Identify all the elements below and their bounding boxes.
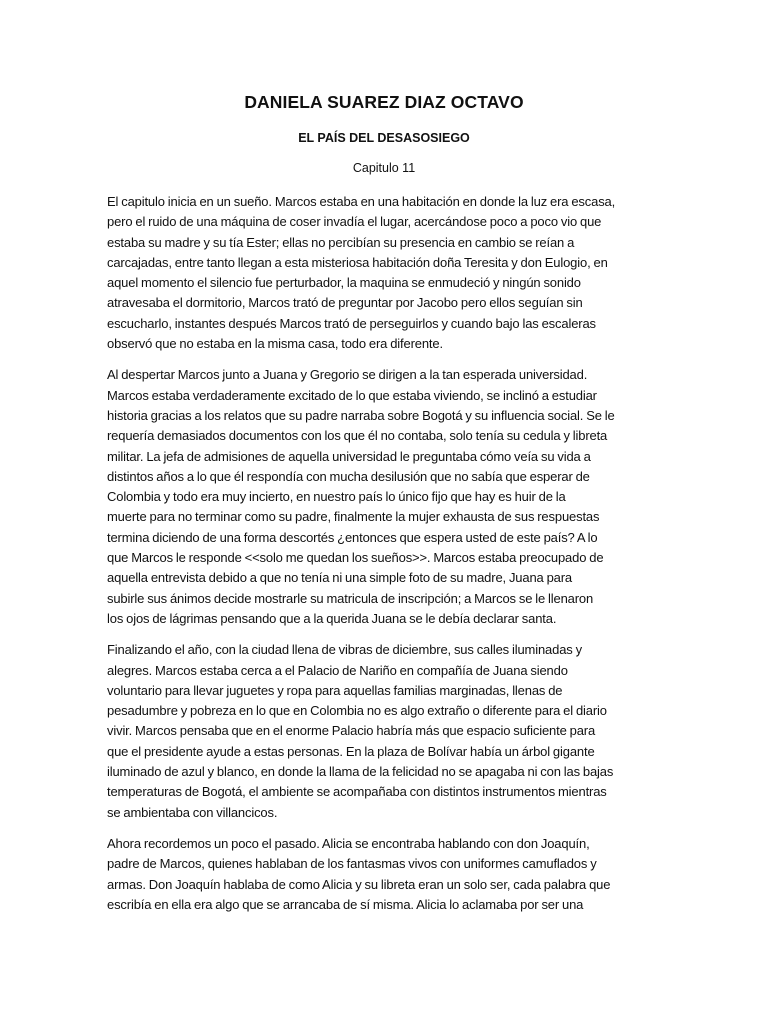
text-line: estaba su madre y su tía Ester; ellas no percibían su presencia en cambio se reían a — [107, 234, 575, 250]
text-line: atravesaba el dormitorio, Marcos trató de preguntar por Jacobo pero ellos seguían sin — [107, 295, 583, 311]
text-line: El capitulo inicia en un sueño. Marcos estaba en una habitación en donde la luz era escasa, — [107, 194, 616, 209]
text-line: Finalizando el año, con la ciudad llena de vibras de diciembre, sus calles iluminadas y — [107, 642, 582, 658]
text-line: aquel momento el silencio fue perturbador, la maquina se enmudeció y ningún sonido — [107, 275, 581, 291]
text-line: Ahora recordemos un poco el pasado. Alicia se encontraba hablando con don Joaquín, — [107, 835, 590, 851]
paragraph — [107, 640, 667, 823]
author-heading: DANIELA SUAREZ DIAZ OCTAVO — [244, 92, 524, 112]
paragraph — [107, 365, 667, 629]
text-line: se ambientaba con villancicos. — [107, 804, 278, 820]
text-line: Al despertar Marcos junto a Juana y Gregorio se dirigen a la tan esperada universidad. — [107, 367, 588, 383]
text-line: Marcos estaba verdaderamente excitado de lo que estaba viviendo, se inclinó a estudiar — [107, 387, 597, 403]
chapter-heading: Capitulo 11 — [352, 161, 416, 175]
text-line: carcajadas, entre tanto llegan a esta misteriosa habitación doña Teresita y don Eulogio, en — [107, 254, 608, 270]
text-line: armas. Don Joaquín hablaba de como Alicia y su libreta eran un solo ser, cada palabra que — [107, 876, 611, 892]
text-line: escucharlo, instantes después Marcos trató de perseguirlos y cuando bajo las escaleras — [107, 315, 596, 331]
text-line: distintos años a lo que él respondía con mucha desilusión que no sabía que esperar de — [107, 468, 590, 484]
text-line: que Marcos le responde <<solo me quedan los sueños>>. Marcos estaba preocupado de — [107, 550, 604, 566]
text-line: aquella entrevista debido a que no tenía ni una simple foto de su madre, Juana para — [107, 570, 572, 586]
text-line: padre de Marcos, quienes hablaban de los fantasmas vivos con uniformes camuflados y — [107, 856, 597, 872]
text-line: alegres. Marcos estaba cerca a el Palacio de Nariño en compañía de Juana siendo — [107, 662, 568, 678]
book-title: EL PAÍS DEL DESASOSIEGO — [298, 131, 470, 145]
text-line: los ojos de lágrimas pensando que a la querida Juana se le debía declarar santa. — [107, 610, 557, 626]
text-line: militar. La jefa de admisiones de aquella universidad le preguntaba cómo veía su vida a — [107, 448, 591, 464]
text-line: historia gracias a los relatos que su padre narraba sobre Bogotá y su influencia social. Se le — [107, 407, 615, 423]
text-line: vivir. Marcos pensaba que en el enorme Palacio habría más que espacio suficiente para — [107, 723, 596, 739]
text-line: subirle sus ánimos decide mostrarle su matricula de inscripción; a Marcos se le llenaron — [107, 590, 594, 606]
text-line: iluminado de azul y blanco, en donde la llama de la felicidad no se apagaba ni con las bajas — [107, 764, 614, 780]
text-line: pesadumbre y pobreza en lo que en Colombia no es algo extraño o diferente para el diario — [107, 703, 607, 719]
text-line: escribía en ella era algo que se arrancaba de sí misma. Alicia lo aclamaba por ser una — [107, 896, 584, 912]
text-line: voluntario para llevar juguetes y ropa para aquellas familias marginadas, llenas de — [107, 682, 563, 698]
paragraph — [107, 834, 667, 915]
body-text — [107, 192, 667, 926]
text-line: pero el ruido de una máquina de coser invadía el lugar, acercándose poco a poco vio que — [107, 214, 602, 230]
text-line: temperaturas de Bogotá, el ambiente se acompañaba con distintos instrumentos mientras — [107, 784, 607, 800]
text-line: termina diciendo de una forma descortés ¿entonces que espera usted de este país? A lo — [107, 529, 598, 545]
paragraph — [107, 192, 667, 354]
text-line: Colombia y todo era muy incierto, en nuestro país lo único fijo que hay es huir de la — [107, 489, 566, 505]
text-line: muerte para no terminar como su padre, finalmente la mujer exhausta de sus respuestas — [107, 509, 600, 525]
text-line: que el presidente ayude a estas personas. En la plaza de Bolívar había un árbol gigante — [107, 743, 595, 759]
text-line: requería demasiados documentos con los que él no contaba, solo tenía su cedula y libreta — [107, 428, 608, 444]
text-line: observó que no estaba en la misma casa, todo era diferente. — [107, 336, 443, 352]
